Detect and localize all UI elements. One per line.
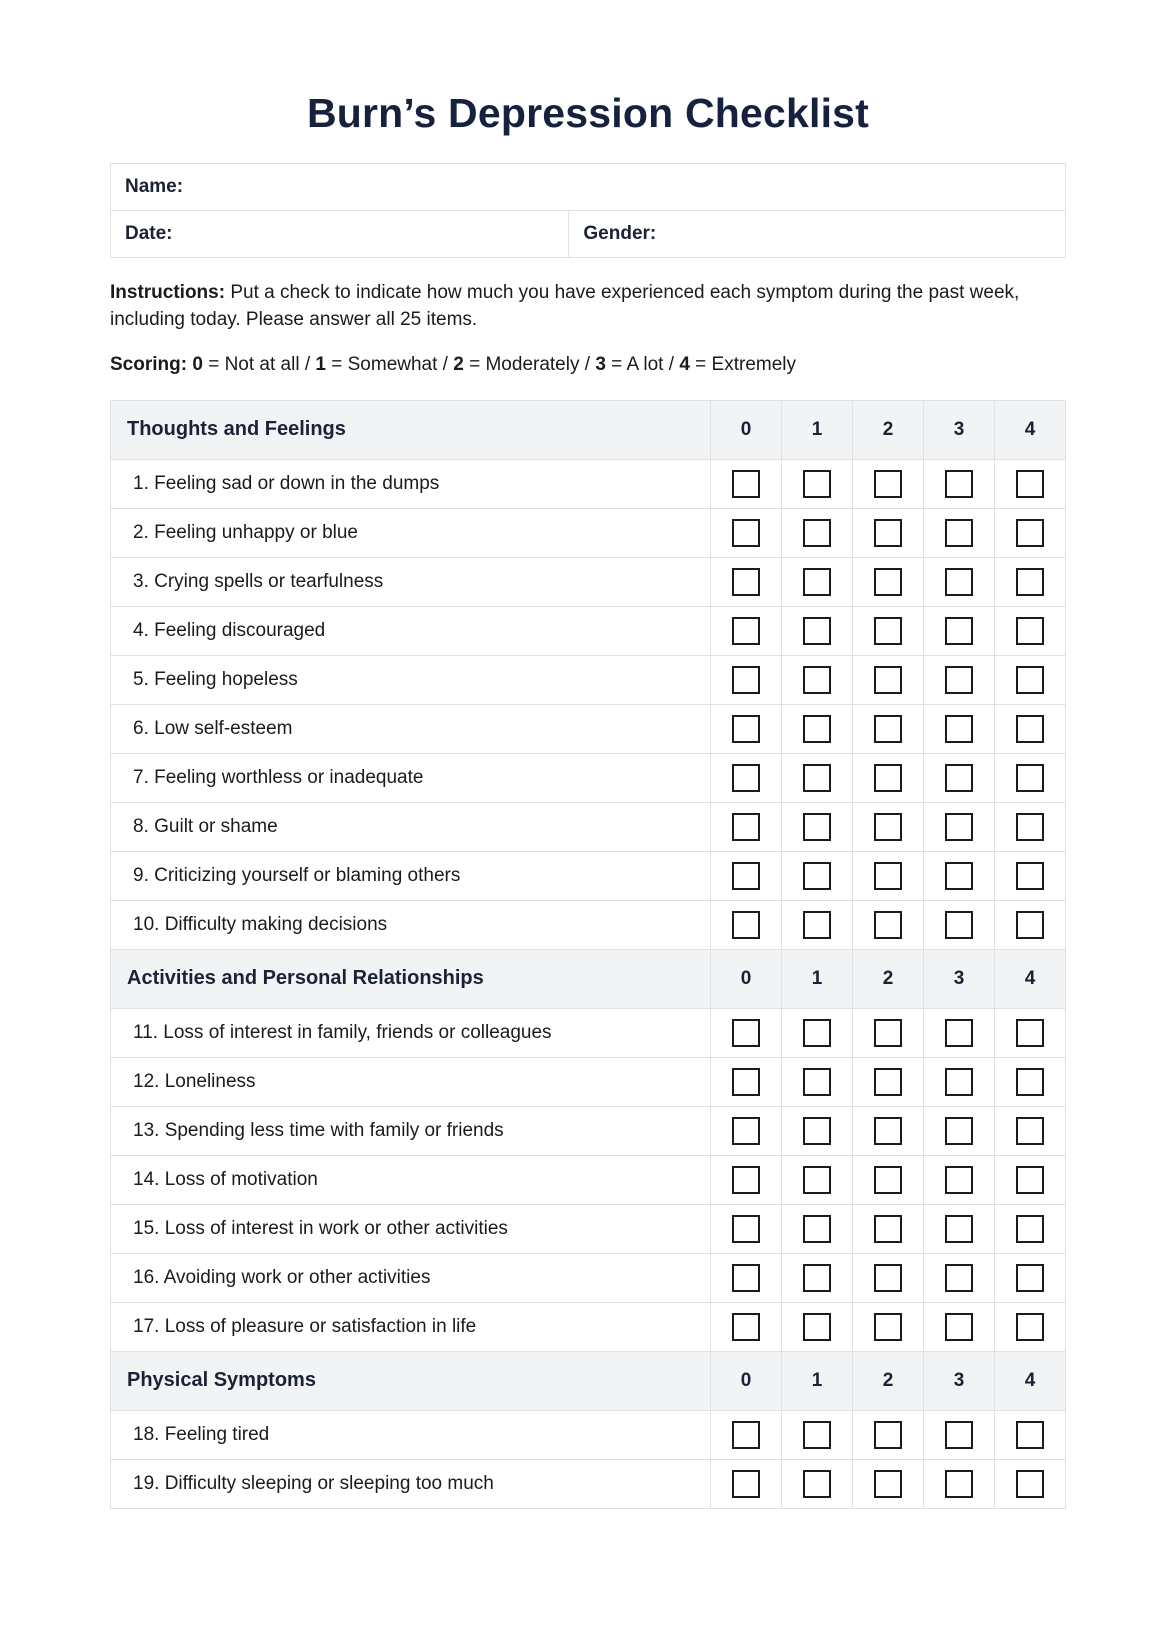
rating-checkbox[interactable] — [1016, 1421, 1044, 1449]
rating-checkbox[interactable] — [803, 1215, 831, 1243]
rating-checkbox[interactable] — [874, 617, 902, 645]
rating-checkbox[interactable] — [803, 813, 831, 841]
rating-cell[interactable] — [853, 704, 924, 753]
rating-checkbox[interactable] — [803, 617, 831, 645]
rating-checkbox[interactable] — [945, 911, 973, 939]
rating-cell[interactable] — [853, 900, 924, 949]
rating-checkbox[interactable] — [874, 1470, 902, 1498]
scoring-label: = Not at all / — [202, 353, 316, 375]
rating-checkbox[interactable] — [1016, 1068, 1044, 1096]
scoring-value: 2 — [453, 353, 464, 375]
rating-cell[interactable] — [782, 802, 853, 851]
rating-cell[interactable] — [995, 753, 1066, 802]
section-title: Thoughts and Feelings — [111, 400, 711, 459]
rating-checkbox[interactable] — [803, 862, 831, 890]
section-header-row — [111, 1351, 1066, 1410]
rating-checkbox[interactable] — [874, 862, 902, 890]
table-row — [111, 1057, 1066, 1106]
item-label: 4. Feeling discouraged — [111, 606, 711, 655]
scale-column-header: 0 — [711, 949, 782, 1008]
rating-cell[interactable] — [782, 1410, 853, 1459]
rating-checkbox[interactable] — [945, 715, 973, 743]
scoring-paragraph — [110, 354, 1066, 376]
item-label: 10. Difficulty making decisions — [111, 900, 711, 949]
rating-checkbox[interactable] — [874, 715, 902, 743]
rating-checkbox[interactable] — [874, 470, 902, 498]
scoring-value: 4 — [679, 353, 690, 375]
rating-cell[interactable] — [853, 1008, 924, 1057]
rating-checkbox[interactable] — [945, 1313, 973, 1341]
rating-cell[interactable] — [711, 1302, 782, 1351]
rating-checkbox[interactable] — [803, 911, 831, 939]
rating-checkbox[interactable] — [1016, 666, 1044, 694]
item-label: 6. Low self-esteem — [111, 704, 711, 753]
rating-cell[interactable] — [782, 753, 853, 802]
rating-cell[interactable] — [995, 851, 1066, 900]
rating-checkbox[interactable] — [803, 1264, 831, 1292]
rating-checkbox[interactable] — [803, 1166, 831, 1194]
section-title: Activities and Personal Relationships — [111, 949, 711, 1008]
rating-cell[interactable] — [782, 900, 853, 949]
rating-cell[interactable] — [924, 1204, 995, 1253]
rating-cell[interactable] — [853, 459, 924, 508]
instructions-text: Put a check to indicate how much you have experienced each symptom during the past week, including today. Please answer all 25 items. — [110, 282, 1020, 330]
table-row — [111, 851, 1066, 900]
scale-column-header: 3 — [924, 400, 995, 459]
rating-checkbox[interactable] — [874, 666, 902, 694]
rating-cell[interactable] — [782, 557, 853, 606]
rating-cell[interactable] — [711, 655, 782, 704]
rating-cell[interactable] — [711, 900, 782, 949]
rating-checkbox[interactable] — [874, 1421, 902, 1449]
rating-checkbox[interactable] — [732, 666, 760, 694]
rating-cell[interactable] — [782, 851, 853, 900]
rating-cell[interactable] — [782, 1057, 853, 1106]
rating-checkbox[interactable] — [1016, 1313, 1044, 1341]
rating-cell[interactable] — [711, 1459, 782, 1508]
rating-cell[interactable] — [995, 508, 1066, 557]
rating-checkbox[interactable] — [803, 715, 831, 743]
rating-cell[interactable] — [782, 655, 853, 704]
rating-cell[interactable] — [924, 508, 995, 557]
scale-column-header: 2 — [853, 400, 924, 459]
item-label: 16. Avoiding work or other activities — [111, 1253, 711, 1302]
table-row — [111, 1155, 1066, 1204]
rating-cell[interactable] — [924, 655, 995, 704]
rating-checkbox[interactable] — [803, 1313, 831, 1341]
rating-cell[interactable] — [782, 1459, 853, 1508]
rating-checkbox[interactable] — [945, 813, 973, 841]
scoring-value: 0 — [192, 353, 203, 375]
rating-checkbox[interactable] — [1016, 911, 1044, 939]
rating-cell[interactable] — [924, 606, 995, 655]
rating-cell[interactable] — [711, 1204, 782, 1253]
rating-cell[interactable] — [782, 1253, 853, 1302]
rating-checkbox[interactable] — [874, 1264, 902, 1292]
rating-checkbox[interactable] — [803, 519, 831, 547]
rating-checkbox[interactable] — [874, 764, 902, 792]
rating-checkbox[interactable] — [945, 1019, 973, 1047]
rating-cell[interactable] — [711, 1253, 782, 1302]
table-row — [111, 1204, 1066, 1253]
rating-cell[interactable] — [782, 704, 853, 753]
rating-cell[interactable] — [924, 1253, 995, 1302]
scoring-label: = Extremely — [689, 353, 797, 375]
rating-cell[interactable] — [995, 557, 1066, 606]
rating-cell[interactable] — [924, 1410, 995, 1459]
rating-cell[interactable] — [853, 1459, 924, 1508]
rating-cell[interactable] — [711, 606, 782, 655]
rating-checkbox[interactable] — [1016, 470, 1044, 498]
scoring-label: = Moderately / — [463, 353, 596, 375]
rating-cell[interactable] — [782, 1008, 853, 1057]
rating-checkbox[interactable] — [1016, 1117, 1044, 1145]
item-label: 1. Feeling sad or down in the dumps — [111, 459, 711, 508]
item-label: 3. Crying spells or tearfulness — [111, 557, 711, 606]
rating-cell[interactable] — [853, 753, 924, 802]
rating-checkbox[interactable] — [874, 1117, 902, 1145]
rating-checkbox[interactable] — [874, 1068, 902, 1096]
rating-cell[interactable] — [711, 459, 782, 508]
patient-info-table — [110, 163, 1066, 258]
rating-checkbox[interactable] — [874, 1166, 902, 1194]
rating-cell[interactable] — [924, 1459, 995, 1508]
rating-checkbox[interactable] — [732, 813, 760, 841]
rating-cell[interactable] — [711, 508, 782, 557]
rating-checkbox[interactable] — [732, 1421, 760, 1449]
rating-cell[interactable] — [782, 1302, 853, 1351]
rating-cell[interactable] — [853, 1106, 924, 1155]
table-row — [111, 1106, 1066, 1155]
rating-cell[interactable] — [853, 557, 924, 606]
rating-cell[interactable] — [853, 1204, 924, 1253]
rating-checkbox[interactable] — [803, 666, 831, 694]
rating-cell[interactable] — [711, 802, 782, 851]
rating-cell[interactable] — [995, 1410, 1066, 1459]
rating-cell[interactable] — [853, 1253, 924, 1302]
rating-checkbox[interactable] — [732, 617, 760, 645]
scale-column-header: 0 — [711, 1351, 782, 1410]
item-label: 11. Loss of interest in family, friends or colleagues — [111, 1008, 711, 1057]
rating-checkbox[interactable] — [732, 715, 760, 743]
scale-column-header: 1 — [782, 400, 853, 459]
rating-checkbox[interactable] — [1016, 813, 1044, 841]
rating-checkbox[interactable] — [874, 519, 902, 547]
table-row — [111, 900, 1066, 949]
rating-cell[interactable] — [995, 1106, 1066, 1155]
scoring-value: 1 — [315, 353, 326, 375]
rating-checkbox[interactable] — [1016, 519, 1044, 547]
rating-cell[interactable] — [782, 459, 853, 508]
scale-column-header: 4 — [995, 949, 1066, 1008]
rating-cell[interactable] — [924, 900, 995, 949]
scale-column-header: 1 — [782, 1351, 853, 1410]
table-row — [111, 508, 1066, 557]
rating-checkbox[interactable] — [874, 911, 902, 939]
rating-checkbox[interactable] — [1016, 568, 1044, 596]
item-label: 12. Loneliness — [111, 1057, 711, 1106]
rating-cell[interactable] — [711, 1106, 782, 1155]
rating-cell[interactable] — [924, 753, 995, 802]
rating-checkbox[interactable] — [945, 1117, 973, 1145]
rating-checkbox[interactable] — [803, 1019, 831, 1047]
rating-cell[interactable] — [995, 1204, 1066, 1253]
rating-cell[interactable] — [995, 606, 1066, 655]
rating-checkbox[interactable] — [732, 1264, 760, 1292]
rating-checkbox[interactable] — [945, 568, 973, 596]
item-label: 14. Loss of motivation — [111, 1155, 711, 1204]
rating-cell[interactable] — [924, 1008, 995, 1057]
rating-cell[interactable] — [782, 508, 853, 557]
rating-cell[interactable] — [924, 1057, 995, 1106]
item-label: 9. Criticizing yourself or blaming others — [111, 851, 711, 900]
rating-cell[interactable] — [711, 1057, 782, 1106]
rating-cell[interactable] — [782, 1155, 853, 1204]
page-title: Burn’s Depression Checklist — [306, 90, 870, 136]
rating-cell[interactable] — [995, 1253, 1066, 1302]
rating-cell[interactable] — [995, 1459, 1066, 1508]
rating-checkbox[interactable] — [803, 1068, 831, 1096]
scale-column-header: 2 — [853, 1351, 924, 1410]
rating-checkbox[interactable] — [803, 568, 831, 596]
rating-cell[interactable] — [853, 1155, 924, 1204]
section-title: Physical Symptoms — [111, 1351, 711, 1410]
scale-column-header: 4 — [995, 400, 1066, 459]
rating-cell[interactable] — [853, 606, 924, 655]
rating-cell[interactable] — [782, 606, 853, 655]
date-field[interactable]: Date: — [111, 211, 569, 258]
item-label: 15. Loss of interest in work or other activities — [111, 1204, 711, 1253]
rating-checkbox[interactable] — [732, 911, 760, 939]
rating-cell[interactable] — [995, 1057, 1066, 1106]
instructions-heading: Instructions: — [110, 282, 226, 303]
rating-cell[interactable] — [924, 802, 995, 851]
rating-checkbox[interactable] — [874, 1313, 902, 1341]
scoring-value: 3 — [595, 353, 606, 375]
scale-column-header: 3 — [924, 1351, 995, 1410]
instructions-paragraph — [110, 280, 1066, 334]
rating-checkbox[interactable] — [874, 1019, 902, 1047]
gender-field[interactable]: Gender: — [569, 211, 1066, 258]
rating-cell[interactable] — [995, 900, 1066, 949]
table-row — [111, 1253, 1066, 1302]
table-row — [111, 802, 1066, 851]
rating-cell[interactable] — [995, 459, 1066, 508]
rating-cell[interactable] — [924, 704, 995, 753]
rating-checkbox[interactable] — [732, 519, 760, 547]
rating-checkbox[interactable] — [1016, 715, 1044, 743]
rating-cell[interactable] — [924, 1155, 995, 1204]
rating-checkbox[interactable] — [732, 1019, 760, 1047]
scoring-options — [192, 354, 796, 375]
rating-checkbox[interactable] — [945, 1421, 973, 1449]
rating-checkbox[interactable] — [945, 1166, 973, 1194]
name-field[interactable]: Name: — [111, 164, 1066, 211]
rating-checkbox[interactable] — [732, 1470, 760, 1498]
table-row — [111, 459, 1066, 508]
rating-cell[interactable] — [995, 802, 1066, 851]
rating-cell[interactable] — [711, 1155, 782, 1204]
item-label: 18. Feeling tired — [111, 1410, 711, 1459]
rating-checkbox[interactable] — [732, 470, 760, 498]
item-label: 19. Difficulty sleeping or sleeping too much — [111, 1459, 711, 1508]
rating-checkbox[interactable] — [732, 1166, 760, 1194]
table-row — [111, 1302, 1066, 1351]
scale-column-header: 4 — [995, 1351, 1066, 1410]
scale-column-header: 2 — [853, 949, 924, 1008]
item-label: 5. Feeling hopeless — [111, 655, 711, 704]
rating-checkbox[interactable] — [945, 666, 973, 694]
table-row — [111, 655, 1066, 704]
table-row — [111, 1008, 1066, 1057]
rating-cell[interactable] — [853, 802, 924, 851]
rating-checkbox[interactable] — [732, 1215, 760, 1243]
rating-cell[interactable] — [853, 1302, 924, 1351]
rating-checkbox[interactable] — [874, 1215, 902, 1243]
rating-checkbox[interactable] — [945, 1470, 973, 1498]
rating-checkbox[interactable] — [945, 862, 973, 890]
rating-checkbox[interactable] — [874, 568, 902, 596]
rating-cell[interactable] — [853, 1057, 924, 1106]
rating-checkbox[interactable] — [945, 470, 973, 498]
rating-cell[interactable] — [995, 1155, 1066, 1204]
table-row — [111, 1410, 1066, 1459]
item-label: 7. Feeling worthless or inadequate — [111, 753, 711, 802]
rating-checkbox[interactable] — [732, 862, 760, 890]
rating-checkbox[interactable] — [803, 764, 831, 792]
table-row — [111, 606, 1066, 655]
name-row — [111, 164, 1066, 211]
rating-cell[interactable] — [711, 753, 782, 802]
rating-checkbox[interactable] — [945, 1264, 973, 1292]
item-label: 13. Spending less time with family or friends — [111, 1106, 711, 1155]
item-label: 17. Loss of pleasure or satisfaction in life — [111, 1302, 711, 1351]
rating-cell[interactable] — [853, 508, 924, 557]
scoring-label: = A lot / — [605, 353, 680, 375]
rating-checkbox[interactable] — [803, 1421, 831, 1449]
table-row — [111, 1459, 1066, 1508]
rating-checkbox[interactable] — [732, 1117, 760, 1145]
rating-checkbox[interactable] — [1016, 1019, 1044, 1047]
rating-cell[interactable] — [782, 1204, 853, 1253]
date-gender-row — [111, 211, 1066, 258]
checklist-table — [110, 400, 1066, 1509]
rating-checkbox[interactable] — [1016, 764, 1044, 792]
rating-checkbox[interactable] — [803, 470, 831, 498]
table-row — [111, 753, 1066, 802]
section-header-row — [111, 400, 1066, 459]
rating-checkbox[interactable] — [803, 1470, 831, 1498]
scoring-heading: Scoring: — [110, 353, 188, 375]
scale-column-header: 1 — [782, 949, 853, 1008]
rating-checkbox[interactable] — [732, 764, 760, 792]
item-label: 8. Guilt or shame — [111, 802, 711, 851]
rating-cell[interactable] — [711, 1410, 782, 1459]
rating-checkbox[interactable] — [945, 1215, 973, 1243]
rating-cell[interactable] — [924, 459, 995, 508]
rating-cell[interactable] — [782, 1106, 853, 1155]
rating-cell[interactable] — [924, 1106, 995, 1155]
table-row — [111, 557, 1066, 606]
rating-checkbox[interactable] — [1016, 1470, 1044, 1498]
rating-cell[interactable] — [995, 1302, 1066, 1351]
rating-cell[interactable] — [995, 1008, 1066, 1057]
item-label: 2. Feeling unhappy or blue — [111, 508, 711, 557]
rating-checkbox[interactable] — [1016, 1166, 1044, 1194]
rating-cell[interactable] — [853, 851, 924, 900]
scale-column-header: 3 — [924, 949, 995, 1008]
rating-cell[interactable] — [853, 1410, 924, 1459]
rating-cell[interactable] — [711, 1008, 782, 1057]
rating-checkbox[interactable] — [945, 617, 973, 645]
rating-checkbox[interactable] — [945, 764, 973, 792]
rating-checkbox[interactable] — [874, 813, 902, 841]
rating-cell[interactable] — [995, 655, 1066, 704]
rating-checkbox[interactable] — [945, 519, 973, 547]
rating-cell[interactable] — [853, 655, 924, 704]
rating-checkbox[interactable] — [732, 1068, 760, 1096]
section-header-row — [111, 949, 1066, 1008]
scale-column-header: 0 — [711, 400, 782, 459]
rating-cell[interactable] — [995, 704, 1066, 753]
rating-cell[interactable] — [711, 851, 782, 900]
rating-checkbox[interactable] — [732, 568, 760, 596]
rating-checkbox[interactable] — [1016, 1215, 1044, 1243]
rating-checkbox[interactable] — [1016, 862, 1044, 890]
rating-cell[interactable] — [924, 1302, 995, 1351]
rating-cell[interactable] — [924, 851, 995, 900]
rating-cell[interactable] — [924, 557, 995, 606]
rating-checkbox[interactable] — [1016, 1264, 1044, 1292]
rating-checkbox[interactable] — [1016, 617, 1044, 645]
table-row — [111, 704, 1066, 753]
scoring-label: = Somewhat / — [325, 353, 454, 375]
rating-cell[interactable] — [711, 704, 782, 753]
rating-cell[interactable] — [711, 557, 782, 606]
rating-checkbox[interactable] — [803, 1117, 831, 1145]
rating-checkbox[interactable] — [732, 1313, 760, 1341]
rating-checkbox[interactable] — [945, 1068, 973, 1096]
